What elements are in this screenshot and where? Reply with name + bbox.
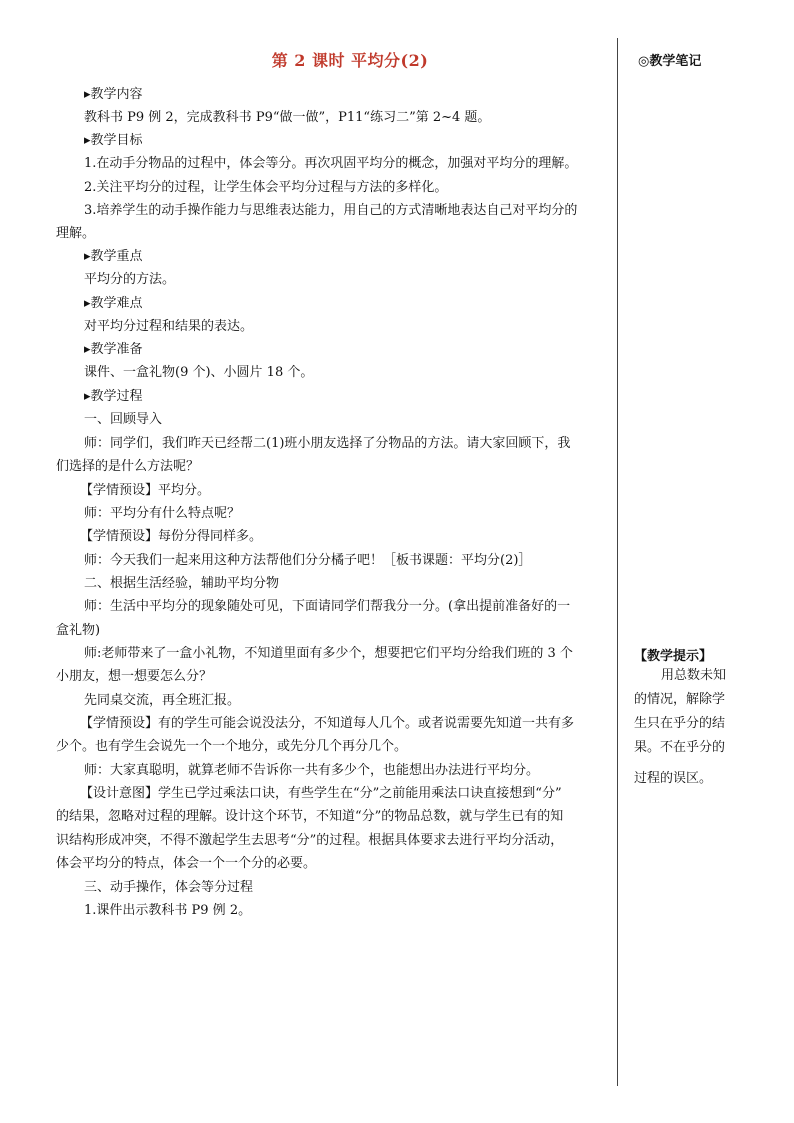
subsection-heading: 三、动手操作，体会等分过程 [84,880,254,895]
section-heading: ▸教学内容 [84,87,143,102]
paragraph-line: 小朋友，想一想要怎么分？ [56,669,213,684]
tip-line: 的情况，解除学 [634,692,726,707]
paragraph-line: 理解。 [56,226,96,241]
paragraph-line: 对平均分过程和结果的表达。 [84,319,254,334]
paragraph-line: 体会平均分的特点，体会一个一个分的必要。 [56,856,317,871]
paragraph-line: 师：大家真聪明，就算老师不告诉你一共有多少个，也能想出办法进行平均分。 [84,763,540,778]
notes-title: ◎教学笔记 [638,54,702,69]
column-divider [617,38,618,1086]
tip-line: 生只在乎分的结 [634,716,726,731]
paragraph-line: 们选择的是什么方法呢？ [56,459,200,474]
paragraph-line: 的结果，忽略对过程的理解。设计这个环节，不知道“分”的物品总数，就与学生已有的知 [56,809,564,824]
section-heading: ▸教学目标 [84,133,143,148]
tip-line: 用总数未知 [661,668,727,683]
tip-heading: 【教学提示】 [634,649,713,664]
paragraph-line: 【学情预设】平均分。 [80,483,211,498]
tip-line: 过程的误区。 [634,771,713,786]
paragraph-line: 盒礼物) [56,623,101,638]
subsection-heading: 一、回顾导入 [84,412,163,427]
paragraph-line: 【学情预设】有的学生可能会说没法分，不知道每人几个。或者说需要先知道一共有多 [80,716,575,731]
paragraph-line: 【学情预设】每份分得同样多。 [80,529,263,544]
paragraph-line: 1.课件出示教科书 P9 例 2。 [84,903,252,918]
paragraph-line: 少个。也有学生会说先一个一个地分，或先分几个再分几个。 [56,739,408,754]
page-title: 第 2 课时 平均分(2) [271,51,429,70]
paragraph-line: 师:老师带来了一盒小礼物，不知道里面有多少个，想要把它们平均分给我们班的 3 个 [84,646,573,661]
paragraph-line: 先同桌交流，再全班汇报。 [84,693,241,708]
tip-line: 果。不在乎分的 [634,740,726,755]
section-heading: ▸教学难点 [84,296,143,311]
paragraph-line: 平均分的方法。 [84,272,176,287]
paragraph-line: 【设计意图】学生已学过乘法口诀，有些学生在“分”之前能用乘法口诀直接想到“分” [80,786,562,801]
paragraph-line: 3.培养学生的动手操作能力与思维表达能力，用自己的方式清晰地表达自己对平均分的 [84,203,578,218]
paragraph-line: 2.关注平均分的过程，让学生体会平均分过程与方法的多样化。 [84,180,448,195]
paragraph-line: 识结构形成冲突，不得不激起学生去思考“分”的过程。根据具体要求去进行平均分活动， [56,833,564,848]
paragraph-line: 1.在动手分物品的过程中，体会等分。再次巩固平均分的概念，加强对平均分的理解。 [84,156,578,171]
paragraph-line: 师：同学们，我们昨天已经帮二(1)班小朋友选择了分物品的方法。请大家回顾下，我 [84,436,571,451]
paragraph-line: 师：平均分有什么特点呢？ [84,506,241,521]
section-heading: ▸教学重点 [84,249,143,264]
paragraph-line: 师：今天我们一起来用这种方法帮他们分分橘子吧！［板书课题：平均分(2)］ [84,553,532,568]
paragraph-line: 教科书 P9 例 2，完成教科书 P9“做一做”，P11“练习二”第 2~4 题。 [84,110,491,125]
subsection-heading: 二、根据生活经验，辅助平均分物 [84,576,280,591]
section-heading: ▸教学过程 [84,389,143,404]
section-heading: ▸教学准备 [84,342,143,357]
paragraph-line: 师：生活中平均分的现象随处可见，下面请同学们帮我分一分。(拿出提前准备好的一 [84,599,571,614]
paragraph-line: 课件、一盒礼物(9 个)、小圆片 18 个。 [84,365,314,380]
